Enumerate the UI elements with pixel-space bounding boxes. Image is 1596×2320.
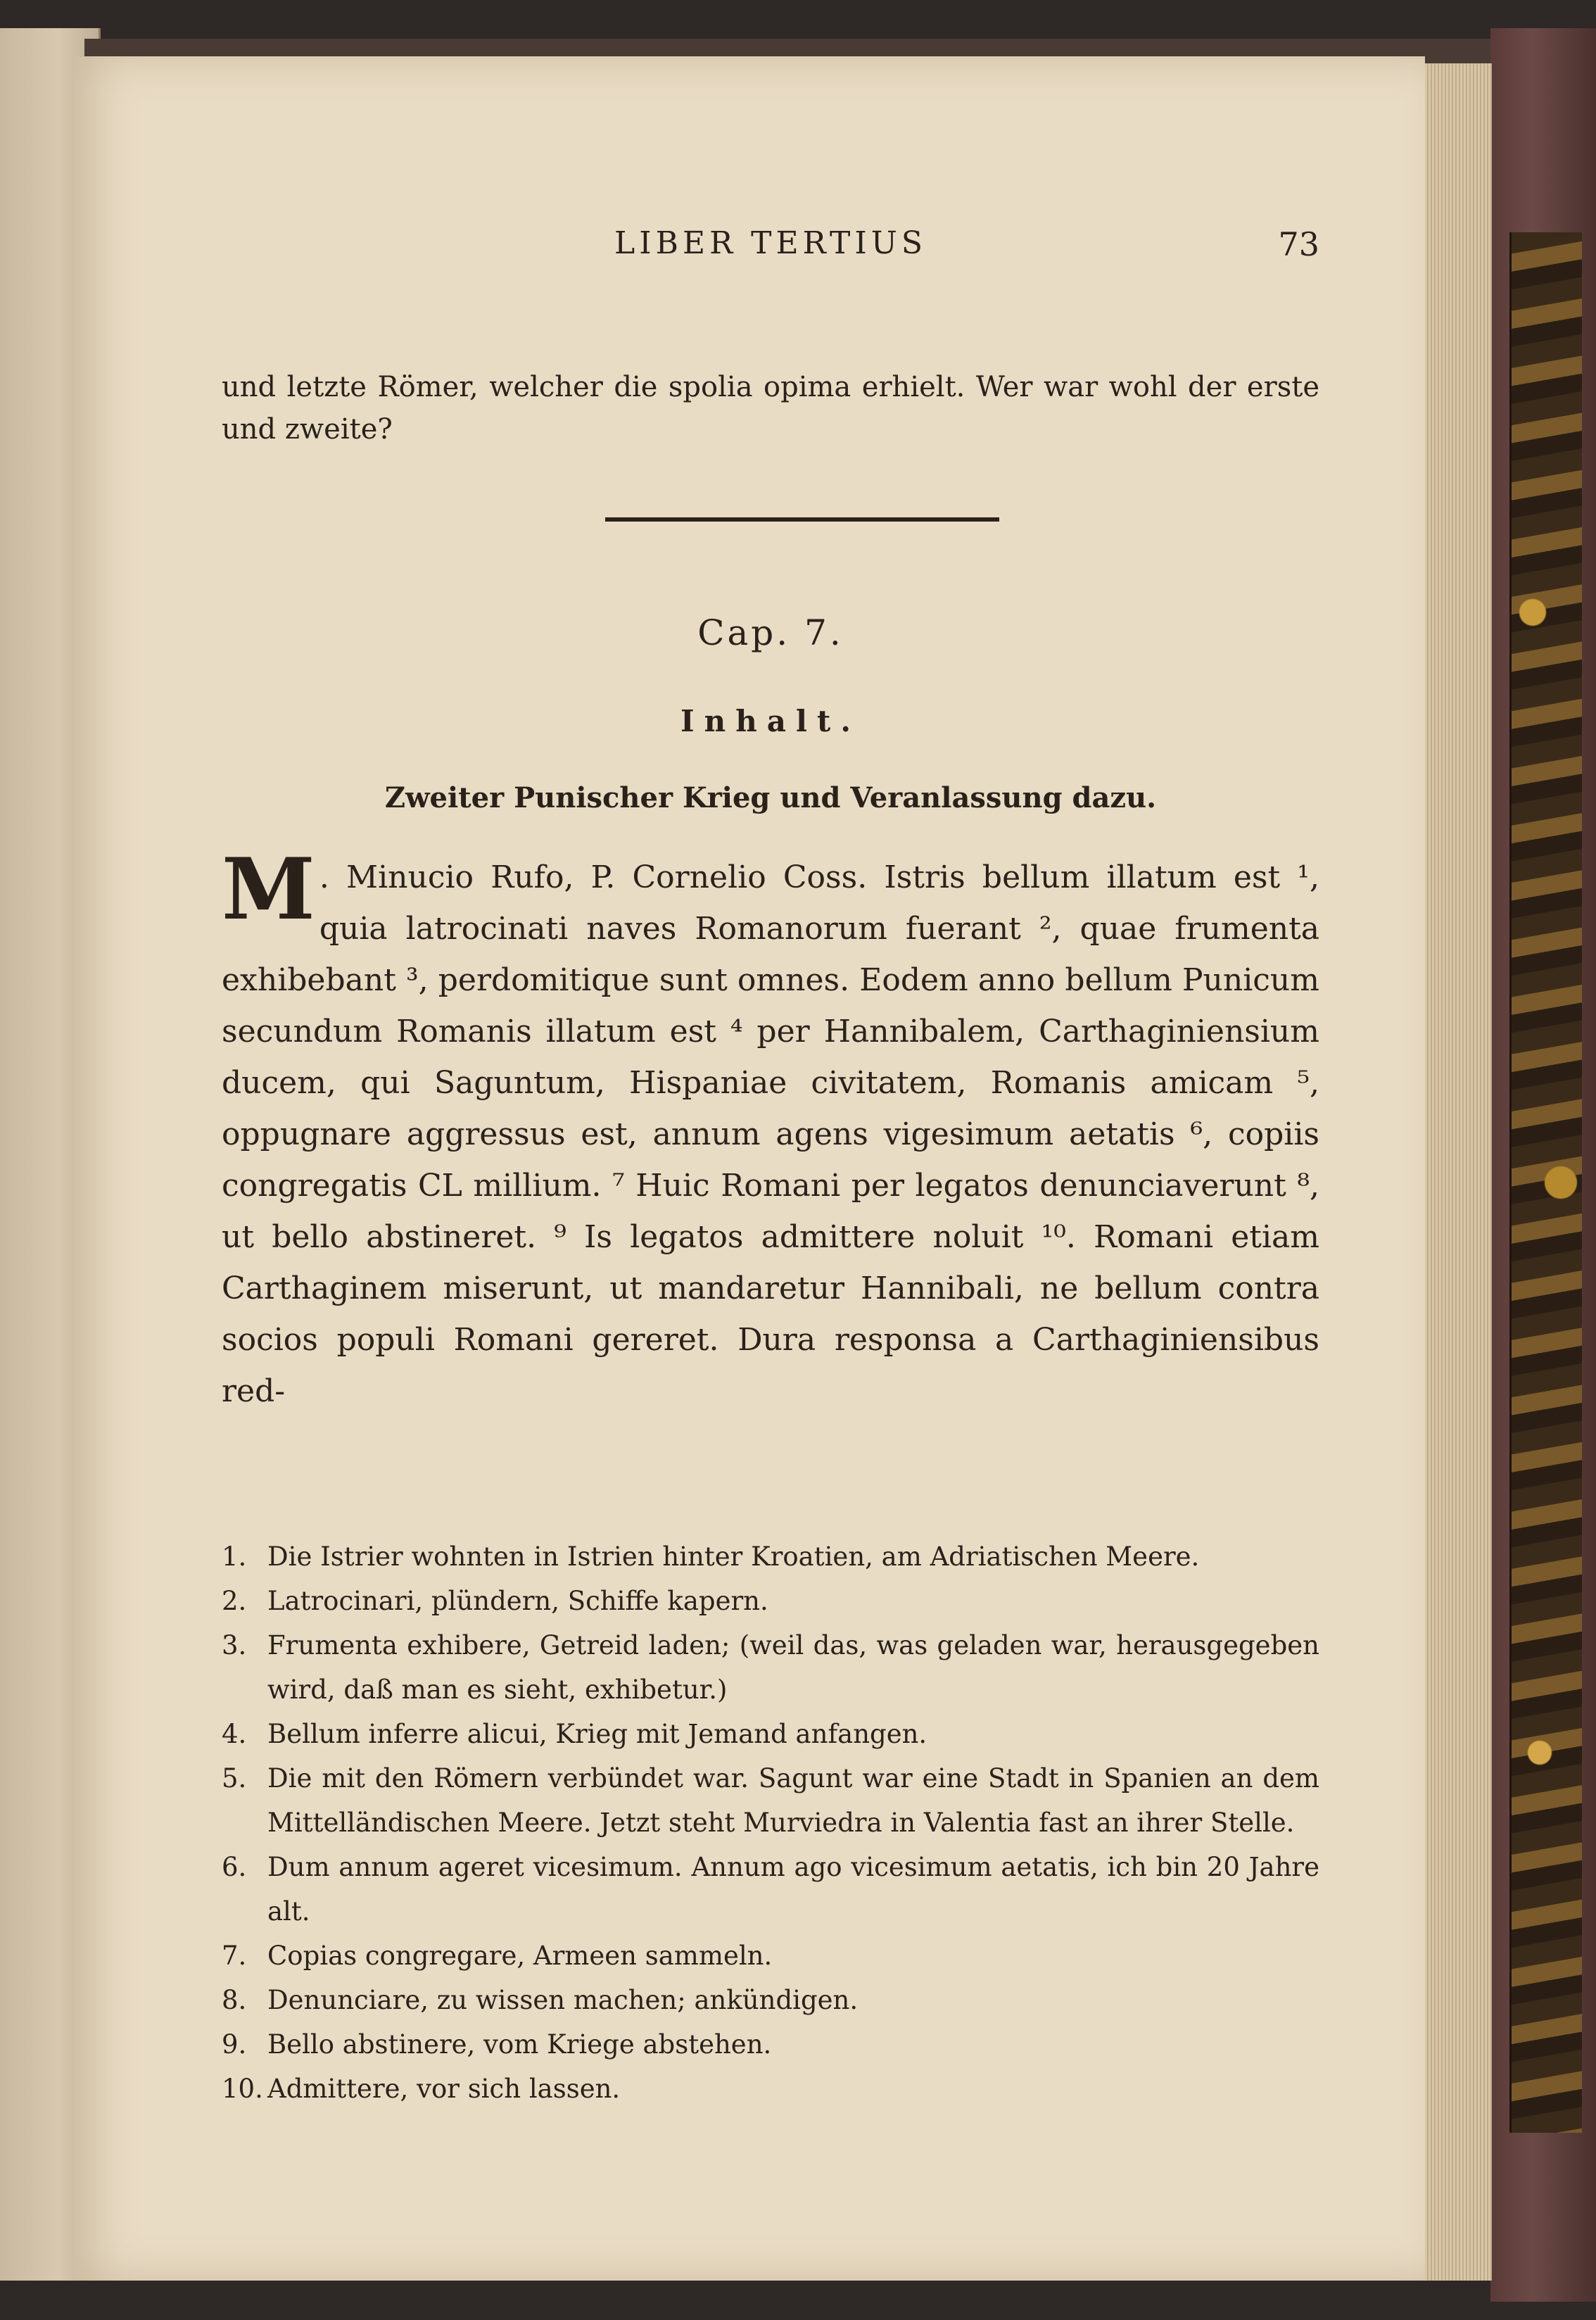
footnote-number: 4. xyxy=(222,1719,247,1749)
footnote-number: 3. xyxy=(222,1630,247,1660)
footnote-text: Frumenta exhibere, Getreid laden; (weil das, was geladen war, herausgegeben wird, daß man es sieht, exhibetur.) xyxy=(267,1630,1319,1705)
footnote-number: 5. xyxy=(222,1763,247,1793)
section-divider xyxy=(605,517,999,522)
drop-cap: M xyxy=(222,840,315,939)
footnote-text: Denunciare, zu wissen machen; ankündigen. xyxy=(267,1985,859,2015)
footnotes xyxy=(222,1534,1319,2111)
footnote-text: Latrocinari, plündern, Schiffe kapern. xyxy=(267,1586,768,1616)
footnote xyxy=(222,1978,1319,2022)
contents-label: Inhalt. xyxy=(680,704,861,738)
footnote-text: Admittere, vor sich lassen. xyxy=(267,2074,621,2104)
carryover-paragraph: und letzte Römer, welcher die spolia opima erhielt. Wer war wohl der erste und zweite? xyxy=(222,371,1319,446)
marbled-paper-edge xyxy=(1509,232,1582,2133)
footnote-number: 8. xyxy=(222,1985,247,2015)
footnote xyxy=(222,1623,1319,1712)
footnote-number: 6. xyxy=(222,1852,247,1882)
footnote-number: 7. xyxy=(222,1941,247,1971)
footnote xyxy=(222,2022,1319,2067)
footnote-text: Die Istrier wohnten in Istrien hinter Kroatien, am Adriatischen Meere. xyxy=(267,1542,1200,1572)
footnote-number: 10. xyxy=(222,2074,263,2104)
footnote-text: Copias congregare, Armeen sammeln. xyxy=(267,1941,773,1971)
footnote-number: 9. xyxy=(222,2029,247,2060)
main-paragraph xyxy=(222,840,1319,1417)
chapter-heading: Cap. 7. xyxy=(697,612,844,653)
page-number: 73 xyxy=(1278,225,1319,263)
footnote xyxy=(222,1845,1319,1934)
running-title: LIBER TERTIUS xyxy=(614,225,927,261)
chapter-summary: Zweiter Punischer Krieg und Veranlassung dazu. xyxy=(384,781,1157,814)
footnote xyxy=(222,1712,1319,1756)
book-page xyxy=(74,56,1425,2281)
footnote xyxy=(222,1534,1319,1579)
footnote xyxy=(222,1579,1319,1623)
footnote-text: Bellum inferre alicui, Krieg mit Jemand anfangen. xyxy=(267,1719,927,1749)
footnote xyxy=(222,2067,1319,2111)
footnote-text: Bello abstinere, vom Kriege abstehen. xyxy=(267,2029,772,2060)
main-paragraph-text: . Minucio Rufo, P. Cornelio Coss. Istris bellum illatum est ¹, quia latrocinati naves Romanorum fuerant ², quae frumenta exhibebant ³, perdomitique sunt omnes. Eodem anno bellum Punicum secundum Romanis illatum est ⁴ per Hannibalem, Carthaginiensium ducem, qui Saguntum, Hispaniae civitatem, Romanis amicam ⁵, oppugnare aggressus est, annum agens vigesimum aetatis ⁶, copiis congregatis CL millium. ⁷ Huic Romani per legatos denunciaverunt ⁸, ut bello abstineret. ⁹ Is legatos admittere noluit ¹⁰. Romani etiam Carthaginem miserunt, ut mandaretur Hannibali, ne bellum contra socios populi Romani gereret. Dura responsa a Carthaginiensibus red- xyxy=(222,859,1319,1409)
footnote-text: Dum annum ageret vicesimum. Annum ago vicesimum aetatis, ich bin 20 Jahre alt. xyxy=(267,1852,1319,1927)
footnote-text: Die mit den Römern verbündet war. Sagunt war eine Stadt in Spanien an dem Mittelländischen Meere. Jetzt steht Murviedra in Valentia fast an ihrer Stelle. xyxy=(267,1763,1319,1838)
footnote-number: 1. xyxy=(222,1542,247,1572)
footnote-number: 2. xyxy=(222,1586,247,1616)
footnote xyxy=(222,1934,1319,1978)
footnote xyxy=(222,1756,1319,1845)
